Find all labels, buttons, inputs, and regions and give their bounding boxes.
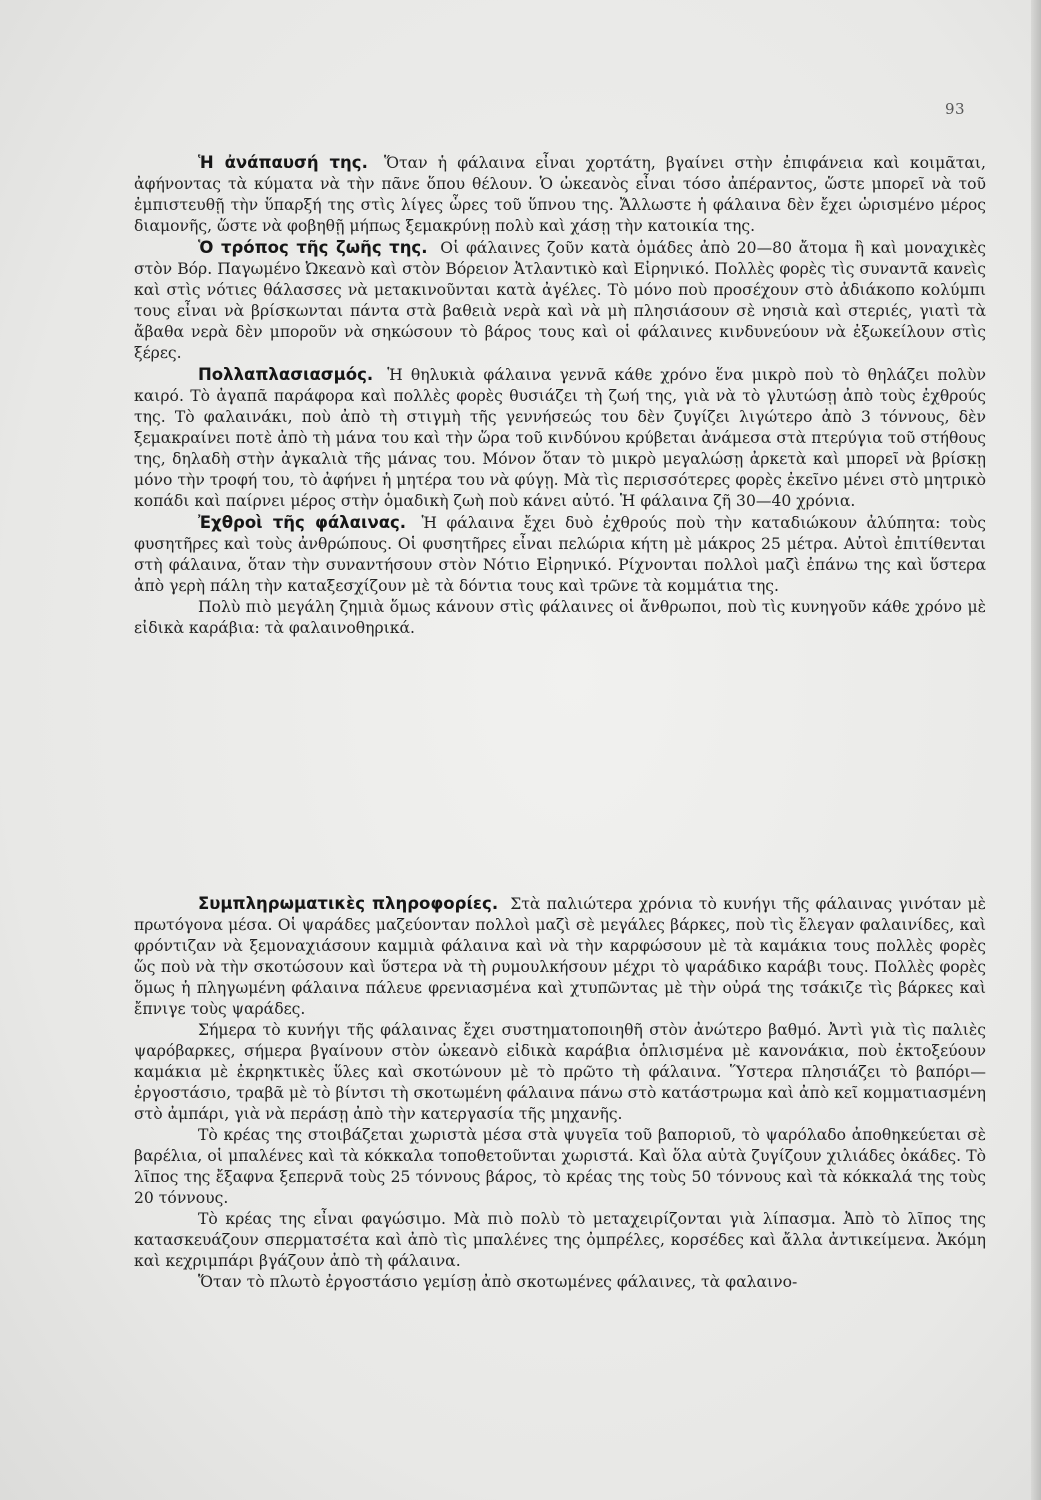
section-paragraph xyxy=(134,237,986,364)
section-text: Ἡ θηλυκιὰ φάλαινα γεννᾶ κάθε χρόνο ἕνα μικρὸ ποὺ τὸ θηλάζει πολὺν καιρό. Τὸ ἀγαπᾶ παράφορα καὶ πολλὲς φορὲς θυσιάζει τὴ ζωή της, γιὰ νὰ τὸ γλυτώσῃ ἀπὸ τοὺς ἐχθρούς της. Τὸ φαλαινάκι, ποὺ ἀπὸ τὴ στιγμὴ τῆς γεννήσεώς του δὲν ζυγίζει λιγώτερο ἀπὸ 3 τόννους, δὲν ξεμακραίνει ποτὲ ἀπὸ τὴ μάνα του καὶ τὴν ὥρα τοῦ κινδύνου κρύβεται ἀνάμεσα στὰ πτερύγια τοῦ στήθους της, δηλαδὴ στὴν ἀγκαλιὰ τῆς μάνας του. Μόνον ὅταν τὸ μικρὸ μεγαλώσῃ ἀρκετὰ καὶ μπορεῖ νὰ βρίσκῃ μόνο τὴν τροφή του, τὸ ἀφήνει ἡ μητέρα του νὰ φύγῃ. Μὰ τὶς περισσότερες φορὲς ἐκεῖνο μένει στὸ μητρικὸ κοπάδι καὶ παίρνει μέρος στὴν ὁμαδικὴ ζωὴ ποὺ κάνει αὐτό. Ἡ φάλαινα ζῆ 30—40 χρόνια. xyxy=(134,366,986,510)
section-heading: Πολλαπλασιασμός. xyxy=(198,365,374,384)
main-text-block xyxy=(134,152,986,639)
page-edge-shadow xyxy=(1031,0,1041,1500)
section-paragraph xyxy=(134,893,986,1020)
section-heading: Ἡ ἀνάπαυσή της. xyxy=(198,153,368,172)
section-paragraph xyxy=(134,152,986,237)
section-text: Οἱ φάλαινες ζοῦν κατὰ ὁμάδες ἀπὸ 20—80 ἄτομα ἢ καὶ μοναχικὲς στὸν Βόρ. Παγωμένο Ὠκεανὸ καὶ στὸν Βόρειον Ἀτλαντικὸ καὶ Εἰρηνικό. Πολλὲς φορὲς τὶς συναντᾶ κανεὶς καὶ στὶς νότιες θάλασσες νὰ μετακινοῦνται κατὰ ἀγέλες. Τὸ μόνο ποὺ προσέχουν στὸ ἀδιάκοπο κολύμπι τους εἶναι νὰ βρίσκωνται πάντα στὰ βαθειὰ νερὰ καὶ νὰ μὴ πλησιάσουν σὲ νησιὰ καὶ στεριές, γιατὶ τὰ ἄβαθα νερὰ δὲν μποροῦν νὰ σηκώσουν τὸ βάρος τους καὶ οἱ φάλαινες κινδυνεύουν νὰ ἐξωκείλουν στὶς ξέρες. xyxy=(134,239,987,362)
section-paragraph xyxy=(134,364,986,512)
section-heading: Ἐχθροὶ τῆς φάλαινας. xyxy=(198,513,407,532)
section-text: Στὰ παλιώτερα χρόνια τὸ κυνήγι τῆς φάλαινας γινόταν μὲ πρωτόγονα μέσα. Οἱ ψαράδες μαζεύονταν πολλοὶ μαζὶ σὲ μεγάλες βάρκες, ποὺ τὶς ἔλεγαν φαλαινίδες, καὶ φρόντιζαν νὰ ξεμοναχιάσουν καμμιὰ φάλαινα καὶ νὰ τὴν καρφώσουν μὲ τὰ καμάκια τους πολλὲς φορὲς ὥς ποὺ νὰ τὴν σκοτώσουν καὶ ὕστερα νὰ τὴ ρυμουλκήσουν μέχρι τὸ ψαράδικο καράβι τους. Πολλὲς φορὲς ὅμως ἡ πληγωμένη φάλαινα πάλευε φρενιασμένα καὶ χτυπῶντας μὲ τὴν οὐρά της τσάκιζε τὶς βάρκες καὶ ἔπνιγε τοὺς ψαράδες. xyxy=(134,895,986,1018)
section-text: Ὅταν ἡ φάλαινα εἶναι χορτάτη, βγαίνει στὴν ἐπιφάνεια καὶ κοιμᾶται, ἀφήνοντας τὰ κύματα νὰ τὴν πᾶνε ὅπου θέλουν. Ὁ ὠκεανὸς εἶναι τόσο ἀπέραντος, ὥστε μπορεῖ νὰ τοῦ ἐμπιστευθῇ τὴν ὕπαρξή της στὶς λίγες ὧρες τοῦ ὕπνου της. Ἄλλωστε ἡ φάλαινα δὲν ἔχει ὡρισμένο μέρος διαμονῆς, ὥστε νὰ φοβηθῇ μήπως ξεμακρύνῃ πολὺ καὶ χάσῃ τὴν κατοικία της. xyxy=(134,154,986,235)
paragraph: Τὸ κρέας της στοιβάζεται χωριστὰ μέσα στὰ ψυγεῖα τοῦ βαποριοῦ, τὸ ψαρόλαδο ἀποθηκεύεται σὲ βαρέλια, οἱ μπαλένες καὶ τὰ κόκκαλα τοποθετοῦνται χωριστά. Καὶ ὅλα αὐτὰ ζυγίζουν χιλιάδες ὀκάδες. Τὸ λῖπος της ἔξαφνα ξεπερνᾶ τοὺς 25 τόννους βάρος, τὸ κρέας της τοὺς 50 τόννους καὶ τὰ κόκκαλά της τοὺς 20 τόννους. xyxy=(134,1126,986,1207)
paragraph: Σήμερα τὸ κυνήγι τῆς φάλαινας ἔχει συστηματοποιηθῆ στὸν ἀνώτερο βαθμό. Ἀντὶ γιὰ τὶς παλιὲς ψαρόβαρκες, σήμερα βγαίνουν στὸν ὠκεανὸ εἰδικὰ καράβια ὁπλισμένα μὲ κανονάκια, ποὺ ἐκτοξεύουν καμάκια μὲ ἐκρηκτικὲς ὕλες καὶ σκοτώνουν μὲ τὸ πρῶτο τὴ φάλαινα. Ὕστερα πλησιάζει τὸ βαπόρι—ἐργοστάσιο, τραβᾶ μὲ τὸ βίντσι τὴ σκοτωμένη φάλαινα πάνω στὸ κατάστρωμα καὶ ἀπὸ κεῖ κομματιασμένη στὸ ἀμπάρι, γιὰ νὰ περάσῃ ἀπὸ τὴν κατεργασία τῆς μηχανῆς. xyxy=(134,1021,986,1123)
section-heading: Συμπληρωματικὲς πληροφορίες. xyxy=(198,894,499,913)
paragraph: Ὅταν τὸ πλωτὸ ἐργοστάσιο γεμίσῃ ἀπὸ σκοτωμένες φάλαινες, τὰ φαλαινο- xyxy=(198,1273,798,1291)
paragraph: Πολὺ πιὸ μεγάλη ζημιὰ ὅμως κάνουν στὶς φάλαινες οἱ ἄνθρωποι, ποὺ τὶς κυνηγοῦν κάθε χρόνο μὲ εἰδικὰ καράβια: τὰ φαλαινοθηρικά. xyxy=(134,598,986,637)
section-heading: Ὁ τρόπος τῆς ζωῆς της. xyxy=(198,238,428,257)
supplementary-text-block xyxy=(134,893,986,1293)
section-paragraph xyxy=(134,512,986,597)
paragraph: Τὸ κρέας της εἶναι φαγώσιμο. Μὰ πιὸ πολὺ τὸ μεταχειρίζονται γιὰ λίπασμα. Ἀπὸ τὸ λῖπος της κατασκευάζουν σπερματσέτα καὶ ἀπὸ τὶς μπαλένες της ὀμπρέλες, κορσέδες καὶ ἄλλα ἀντικείμενα. Ἀκόμη καὶ κεχριμπάρι βγάζουν ἀπὸ τὴ φάλαινα. xyxy=(134,1210,986,1270)
section-text: Ἡ φάλαινα ἔχει δυὸ ἐχθρούς ποὺ τὴν καταδιώκουν ἀλύπητα: τοὺς φυσητῆρες καὶ τοὺς ἀνθρώπους. Οἱ φυσητῆρες εἶναι πελώρια κήτη μὲ μάκρος 25 μέτρα. Αὐτοὶ ἐπιτίθενται στὴ φάλαινα, ὅταν τὴν συναντήσουν στὸν Νότιο Εἰρηνικό. Ρίχνονται πολλοὶ μαζὶ ἐπάνω της καὶ ὕστερα ἀπὸ γερὴ πάλη τὴν καταξεσχίζουν μὲ τὰ δόντια τους καὶ τρῶνε τὰ κομμάτια της. xyxy=(134,514,986,595)
page-number: 93 xyxy=(945,100,966,118)
